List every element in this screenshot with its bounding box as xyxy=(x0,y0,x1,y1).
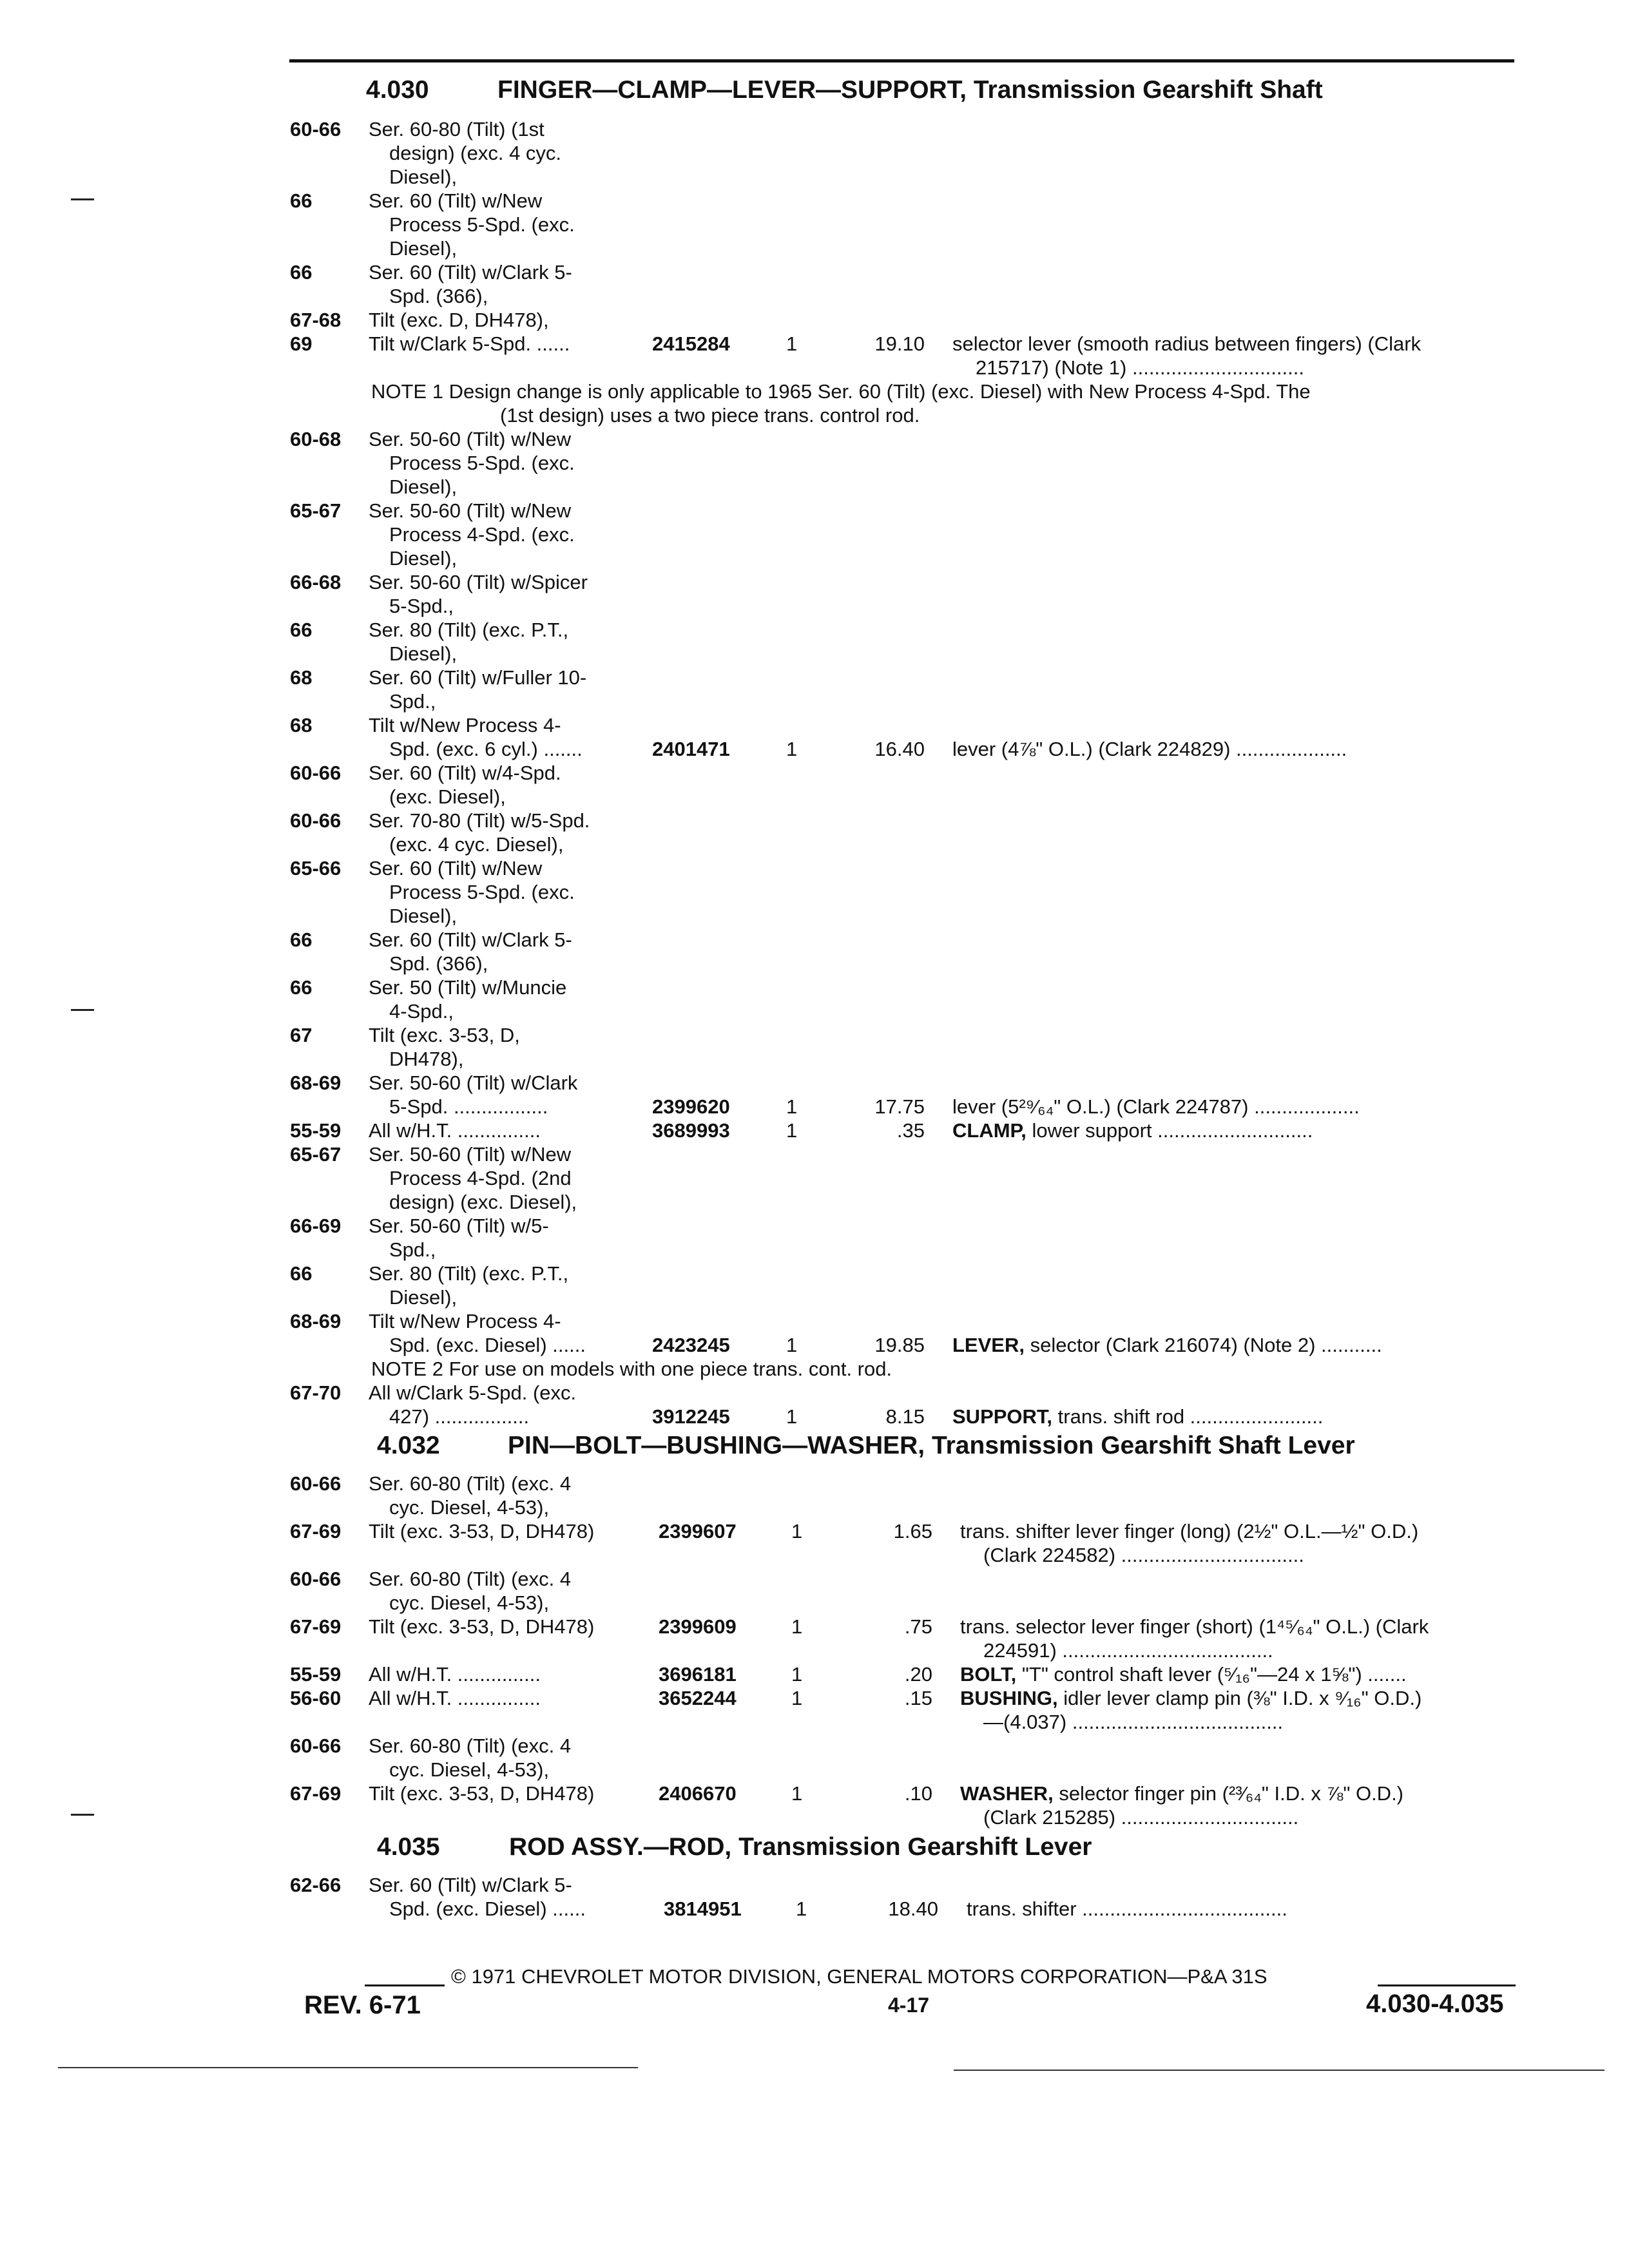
model-years: 60-68 xyxy=(290,428,342,450)
application-line: cyc. Diesel, 4-53), xyxy=(389,1496,550,1519)
list-price: 18.40 xyxy=(888,1898,938,1920)
application-text xyxy=(369,761,652,809)
part-number: 2399620 xyxy=(652,1095,730,1118)
copyright-notice: © 1971 CHEVROLET MOTOR DIVISION, GENERAL MOTORS CORPORATION—P&A 31S xyxy=(451,1965,1268,1988)
section-title: FINGER—CLAMP—LEVER—SUPPORT, Transmission Gearshift Shaft xyxy=(497,76,1323,104)
application-line: Ser. 50-60 (Tilt) w/5- xyxy=(369,1215,549,1237)
application-text xyxy=(369,809,652,856)
description-line: (Clark 215285) ................................ xyxy=(983,1806,1299,1829)
list-price: .75 xyxy=(904,1615,932,1638)
section-title: ROD ASSY.—ROD, Transmission Gearshift Lever xyxy=(509,1833,1092,1861)
description-text: "T" control shaft lever (⁵⁄₁₆"—24 x 1⅝") ....... xyxy=(1021,1663,1407,1686)
part-description xyxy=(960,1782,1511,1829)
application-line: design) (exc. 4 cyc. xyxy=(389,142,562,164)
footnote xyxy=(371,1357,1518,1381)
application-text xyxy=(369,1023,652,1071)
application-line: design) (exc. Diesel), xyxy=(389,1191,577,1213)
model-years: 66-68 xyxy=(290,571,342,593)
quantity: 1 xyxy=(791,1615,803,1638)
application-line: Tilt (exc. 3-53, D, xyxy=(369,1024,520,1046)
quantity: 1 xyxy=(786,738,798,760)
model-years: 60-66 xyxy=(290,1568,342,1590)
list-price: 1.65 xyxy=(893,1520,932,1542)
application-line: Spd. (366), xyxy=(389,285,488,307)
description-text: idler lever clamp pin (⅜" I.D. x ⁹⁄₁₆" O.D.) xyxy=(1063,1687,1422,1709)
section-number: 4.030 xyxy=(366,76,429,104)
description-line xyxy=(960,1782,1511,1805)
application-text xyxy=(369,1381,652,1428)
section-number: 4.032 xyxy=(377,1432,440,1459)
part-number: 3652244 xyxy=(659,1687,737,1709)
part-description xyxy=(952,1119,1503,1142)
part-number: 3814951 xyxy=(664,1898,742,1920)
application-line: Ser. 60 (Tilt) w/Fuller 10- xyxy=(369,666,587,689)
part-number: 2401471 xyxy=(652,738,730,760)
section-range: 4.030-4.035 xyxy=(1366,1990,1504,2018)
model-years: 65-66 xyxy=(290,857,342,879)
list-price: 17.75 xyxy=(874,1095,925,1118)
quantity: 1 xyxy=(786,1405,798,1428)
section-heading xyxy=(377,1432,1355,1460)
application-line: Tilt (exc. 3-53, D, DH478) xyxy=(369,1782,595,1805)
model-years: 65-67 xyxy=(290,1143,342,1166)
quantity: 1 xyxy=(791,1520,803,1542)
model-years: 67-68 xyxy=(290,309,342,331)
quantity: 1 xyxy=(791,1687,803,1709)
part-description xyxy=(952,1405,1503,1428)
application-line: Process 5-Spd. (exc. xyxy=(389,213,575,236)
application-line: Ser. 60 (Tilt) w/Clark 5- xyxy=(369,928,572,951)
model-years: 67-69 xyxy=(290,1520,342,1542)
bottom-rule-right xyxy=(954,2070,1605,2071)
part-number: 3912245 xyxy=(652,1405,730,1428)
application-text xyxy=(369,928,652,975)
part-number: 2423245 xyxy=(652,1334,730,1356)
description-text: trans. shift rod ........................ xyxy=(1057,1405,1324,1428)
list-price: 19.85 xyxy=(874,1334,925,1356)
description-line: trans. selector lever finger (short) (1⁴⁵⁄₆₄" O.L.) (Clark xyxy=(960,1615,1429,1638)
application-line: 4-Spd., xyxy=(389,1000,454,1023)
model-years: 68 xyxy=(290,666,313,689)
application-text xyxy=(369,856,652,928)
model-years: 55-59 xyxy=(290,1663,342,1686)
application-text xyxy=(369,618,652,666)
application-line: Tilt (exc. 3-53, D, DH478) xyxy=(369,1615,595,1638)
application-text xyxy=(369,1615,652,1639)
application-line: Spd. (366), xyxy=(389,952,488,975)
description-line: lever (5²⁹⁄₆₄" O.L.) (Clark 224787) ................... xyxy=(952,1095,1360,1118)
application-text xyxy=(369,1142,652,1214)
model-years: 68 xyxy=(290,714,313,736)
application-line: Ser. 50-60 (Tilt) w/New xyxy=(369,499,572,522)
part-description xyxy=(960,1662,1511,1686)
part-number: 2406670 xyxy=(659,1782,737,1805)
application-text xyxy=(369,1472,652,1519)
application-text xyxy=(369,1873,652,1921)
application-text xyxy=(369,1686,652,1710)
part-name: BUSHING, xyxy=(960,1687,1058,1709)
application-line: Ser. 60-80 (Tilt) (exc. 4 xyxy=(369,1568,572,1590)
application-line: Process 4-Spd. (exc. xyxy=(389,523,575,546)
list-price: .35 xyxy=(896,1119,925,1142)
application-line: Diesel), xyxy=(389,166,458,188)
application-text xyxy=(369,1734,652,1782)
application-line: Diesel), xyxy=(389,1286,458,1309)
footer-rule-left xyxy=(365,1984,445,1986)
footnote-line: NOTE 2 For use on models with one piece trans. cont. rod. xyxy=(371,1358,892,1380)
application-line: All w/H.T. ............... xyxy=(369,1687,541,1709)
application-text xyxy=(369,1662,652,1686)
description-line: (Clark 224582) ................................. xyxy=(983,1544,1304,1566)
application-text xyxy=(369,499,652,570)
revision-date: REV. 6-71 xyxy=(304,1991,421,2019)
description-line xyxy=(952,1405,1503,1428)
part-number: 3689993 xyxy=(652,1119,730,1142)
application-line: Tilt w/New Process 4- xyxy=(369,1310,561,1332)
part-number: 3696181 xyxy=(659,1663,737,1686)
part-description xyxy=(952,332,1503,380)
description-line xyxy=(960,1686,1511,1710)
application-line: All w/H.T. ............... xyxy=(369,1119,541,1142)
model-years: 69 xyxy=(290,332,313,355)
application-line: (exc. Diesel), xyxy=(389,785,506,808)
application-line: Tilt w/New Process 4- xyxy=(369,714,561,736)
list-price: .20 xyxy=(904,1663,932,1686)
model-years: 66 xyxy=(290,261,313,284)
application-line: Ser. 60 (Tilt) w/4-Spd. xyxy=(369,762,561,784)
description-line: trans. shifter lever finger (long) (2½" O.L.—½" O.D.) xyxy=(960,1520,1419,1542)
application-text xyxy=(369,260,652,308)
section-heading xyxy=(366,76,1323,104)
model-years: 67-70 xyxy=(290,1381,342,1404)
application-text xyxy=(369,308,652,332)
part-number: 2399609 xyxy=(659,1615,737,1638)
part-description xyxy=(952,1095,1503,1119)
application-line: Process 4-Spd. (2nd xyxy=(389,1167,572,1189)
page-number: 4-17 xyxy=(888,1994,930,2017)
model-years: 60-66 xyxy=(290,118,342,140)
application-text xyxy=(369,1262,652,1309)
application-line: Process 5-Spd. (exc. xyxy=(389,881,575,903)
model-years: 68-69 xyxy=(290,1072,342,1094)
application-line: Spd. (exc. Diesel) ...... xyxy=(389,1334,586,1356)
margin-mark xyxy=(71,198,94,200)
application-line: Ser. 50-60 (Tilt) w/Spicer xyxy=(369,571,588,593)
application-line: 5-Spd., xyxy=(389,595,454,617)
model-years: 60-66 xyxy=(290,762,342,784)
application-line: Tilt (exc. D, DH478), xyxy=(369,309,549,331)
quantity: 1 xyxy=(786,1095,798,1118)
application-line: cyc. Diesel, 4-53), xyxy=(389,1758,550,1781)
application-line: Diesel), xyxy=(389,905,458,927)
application-text xyxy=(369,666,652,713)
application-line: All w/H.T. ............... xyxy=(369,1663,541,1686)
application-text xyxy=(369,1567,652,1615)
list-price: .10 xyxy=(904,1782,932,1805)
application-text xyxy=(369,427,652,499)
model-years: 60-66 xyxy=(290,1472,342,1495)
description-line: trans. shifter ..................................... xyxy=(967,1898,1287,1920)
model-years: 66 xyxy=(290,189,313,212)
application-line: Spd. (exc. Diesel) ...... xyxy=(389,1898,586,1920)
application-line: Tilt (exc. 3-53, D, DH478) xyxy=(369,1520,595,1542)
application-line: Ser. 50-60 (Tilt) w/New xyxy=(369,1143,572,1166)
list-price: 8.15 xyxy=(885,1405,925,1428)
bottom-rule-left xyxy=(58,2067,638,2068)
description-text: selector (Clark 216074) (Note 2) ........... xyxy=(1030,1334,1382,1356)
model-years: 67 xyxy=(290,1024,313,1046)
application-line: Ser. 50-60 (Tilt) w/Clark xyxy=(369,1072,578,1094)
list-price: .15 xyxy=(904,1687,932,1709)
description-line: 215717) (Note 1) ............................... xyxy=(976,356,1304,379)
model-years: 66 xyxy=(290,928,313,951)
quantity: 1 xyxy=(786,332,798,355)
part-description xyxy=(967,1897,1518,1921)
application-line: Diesel), xyxy=(389,642,458,665)
application-text xyxy=(369,1782,652,1805)
application-line: Spd. (exc. 6 cyl.) ....... xyxy=(389,738,583,760)
footnote-line: (1st design) uses a two piece trans. control rod. xyxy=(500,404,920,427)
application-line: Spd., xyxy=(389,690,436,713)
header-rule xyxy=(289,59,1514,62)
quantity: 1 xyxy=(786,1334,798,1356)
application-line: Ser. 60-80 (Tilt) (exc. 4 xyxy=(369,1735,572,1757)
model-years: 67-69 xyxy=(290,1782,342,1805)
description-text: lower support ............................ xyxy=(1032,1119,1313,1142)
model-years: 65-67 xyxy=(290,499,342,522)
application-line: Process 5-Spd. (exc. xyxy=(389,452,575,474)
part-description xyxy=(952,1333,1503,1357)
application-line: All w/Clark 5-Spd. (exc. xyxy=(369,1381,577,1404)
list-price: 19.10 xyxy=(874,332,925,355)
application-line: Ser. 60 (Tilt) w/Clark 5- xyxy=(369,1874,572,1896)
application-text xyxy=(369,117,652,189)
application-line: Diesel), xyxy=(389,476,458,498)
application-line: Ser. 70-80 (Tilt) w/5-Spd. xyxy=(369,809,590,832)
description-line xyxy=(952,1119,1503,1142)
description-text: selector finger pin (²³⁄₆₄" I.D. x ⅞" O.D.) xyxy=(1059,1782,1404,1805)
model-years: 60-66 xyxy=(290,1735,342,1757)
application-text xyxy=(369,189,652,260)
description-line xyxy=(952,1333,1503,1357)
application-line: Spd., xyxy=(389,1238,436,1261)
application-text xyxy=(369,1071,652,1119)
description-line: selector lever (smooth radius between fingers) (Clark xyxy=(952,332,1422,355)
quantity: 1 xyxy=(786,1119,798,1142)
application-line: Ser. 60 (Tilt) w/New xyxy=(369,857,543,879)
application-line: Ser. 50-60 (Tilt) w/New xyxy=(369,428,572,450)
model-years: 66 xyxy=(290,1262,313,1285)
description-line: 224591) ...................................... xyxy=(983,1639,1273,1662)
application-text xyxy=(369,975,652,1023)
application-line: Ser. 60 (Tilt) w/Clark 5- xyxy=(369,261,572,284)
section-number: 4.035 xyxy=(377,1833,440,1861)
model-years: 55-59 xyxy=(290,1119,342,1142)
quantity: 1 xyxy=(796,1898,807,1920)
application-line: Tilt w/Clark 5-Spd. ...... xyxy=(369,332,570,355)
part-name: BOLT, xyxy=(960,1663,1017,1686)
description-line xyxy=(960,1662,1511,1686)
description-line: lever (4⅞" O.L.) (Clark 224829) .................... xyxy=(952,738,1347,760)
footnote-line: NOTE 1 Design change is only applicable to 1965 Ser. 60 (Tilt) (exc. Diesel) with New Process 4-Spd. The xyxy=(371,380,1311,403)
part-description xyxy=(960,1519,1511,1567)
application-line: Diesel), xyxy=(389,547,458,570)
part-name: SUPPORT, xyxy=(952,1405,1053,1428)
section-title: PIN—BOLT—BUSHING—WASHER, Transmission Gearshift Shaft Lever xyxy=(508,1432,1355,1459)
application-line: Ser. 60 (Tilt) w/New xyxy=(369,189,543,212)
footer-rule-right xyxy=(1378,1984,1516,1986)
model-years: 68-69 xyxy=(290,1310,342,1332)
quantity: 1 xyxy=(791,1663,803,1686)
application-text xyxy=(369,1519,652,1543)
application-text xyxy=(369,1214,652,1262)
application-line: Ser. 80 (Tilt) (exc. P.T., xyxy=(369,619,569,641)
application-line: 5-Spd. ................. xyxy=(389,1095,548,1118)
application-line: Ser. 60-80 (Tilt) (exc. 4 xyxy=(369,1472,572,1495)
application-line: (exc. 4 cyc. Diesel), xyxy=(389,833,564,856)
quantity: 1 xyxy=(791,1782,803,1805)
model-years: 67-69 xyxy=(290,1615,342,1638)
part-name: WASHER, xyxy=(960,1782,1054,1805)
application-text xyxy=(369,332,652,356)
part-description xyxy=(960,1615,1511,1662)
application-line: cyc. Diesel, 4-53), xyxy=(389,1591,550,1614)
description-line: —(4.037) ...................................... xyxy=(983,1711,1284,1733)
model-years: 66 xyxy=(290,976,313,999)
application-line: DH478), xyxy=(389,1048,464,1070)
application-line: Ser. 60-80 (Tilt) (1st xyxy=(369,118,545,140)
application-line: 427) ................. xyxy=(389,1405,530,1428)
application-text xyxy=(369,1119,652,1142)
model-years: 56-60 xyxy=(290,1687,342,1709)
application-line: Ser. 50 (Tilt) w/Muncie xyxy=(369,976,567,999)
model-years: 60-66 xyxy=(290,809,342,832)
part-description xyxy=(952,737,1503,761)
part-name: CLAMP, xyxy=(952,1119,1027,1142)
application-line: Diesel), xyxy=(389,237,458,260)
list-price: 16.40 xyxy=(874,738,925,760)
part-description xyxy=(960,1686,1511,1734)
model-years: 66-69 xyxy=(290,1215,342,1237)
footnote xyxy=(371,380,1518,427)
application-line: Ser. 80 (Tilt) (exc. P.T., xyxy=(369,1262,569,1285)
part-name: LEVER, xyxy=(952,1334,1025,1356)
margin-mark xyxy=(71,1009,94,1011)
model-years: 62-66 xyxy=(290,1874,342,1896)
application-text xyxy=(369,1309,652,1357)
application-text xyxy=(369,713,652,761)
model-years: 66 xyxy=(290,619,313,641)
margin-mark xyxy=(71,1814,94,1816)
part-number: 2399607 xyxy=(659,1520,737,1542)
application-text xyxy=(369,570,652,618)
part-number: 2415284 xyxy=(652,332,730,355)
section-heading xyxy=(377,1833,1092,1861)
